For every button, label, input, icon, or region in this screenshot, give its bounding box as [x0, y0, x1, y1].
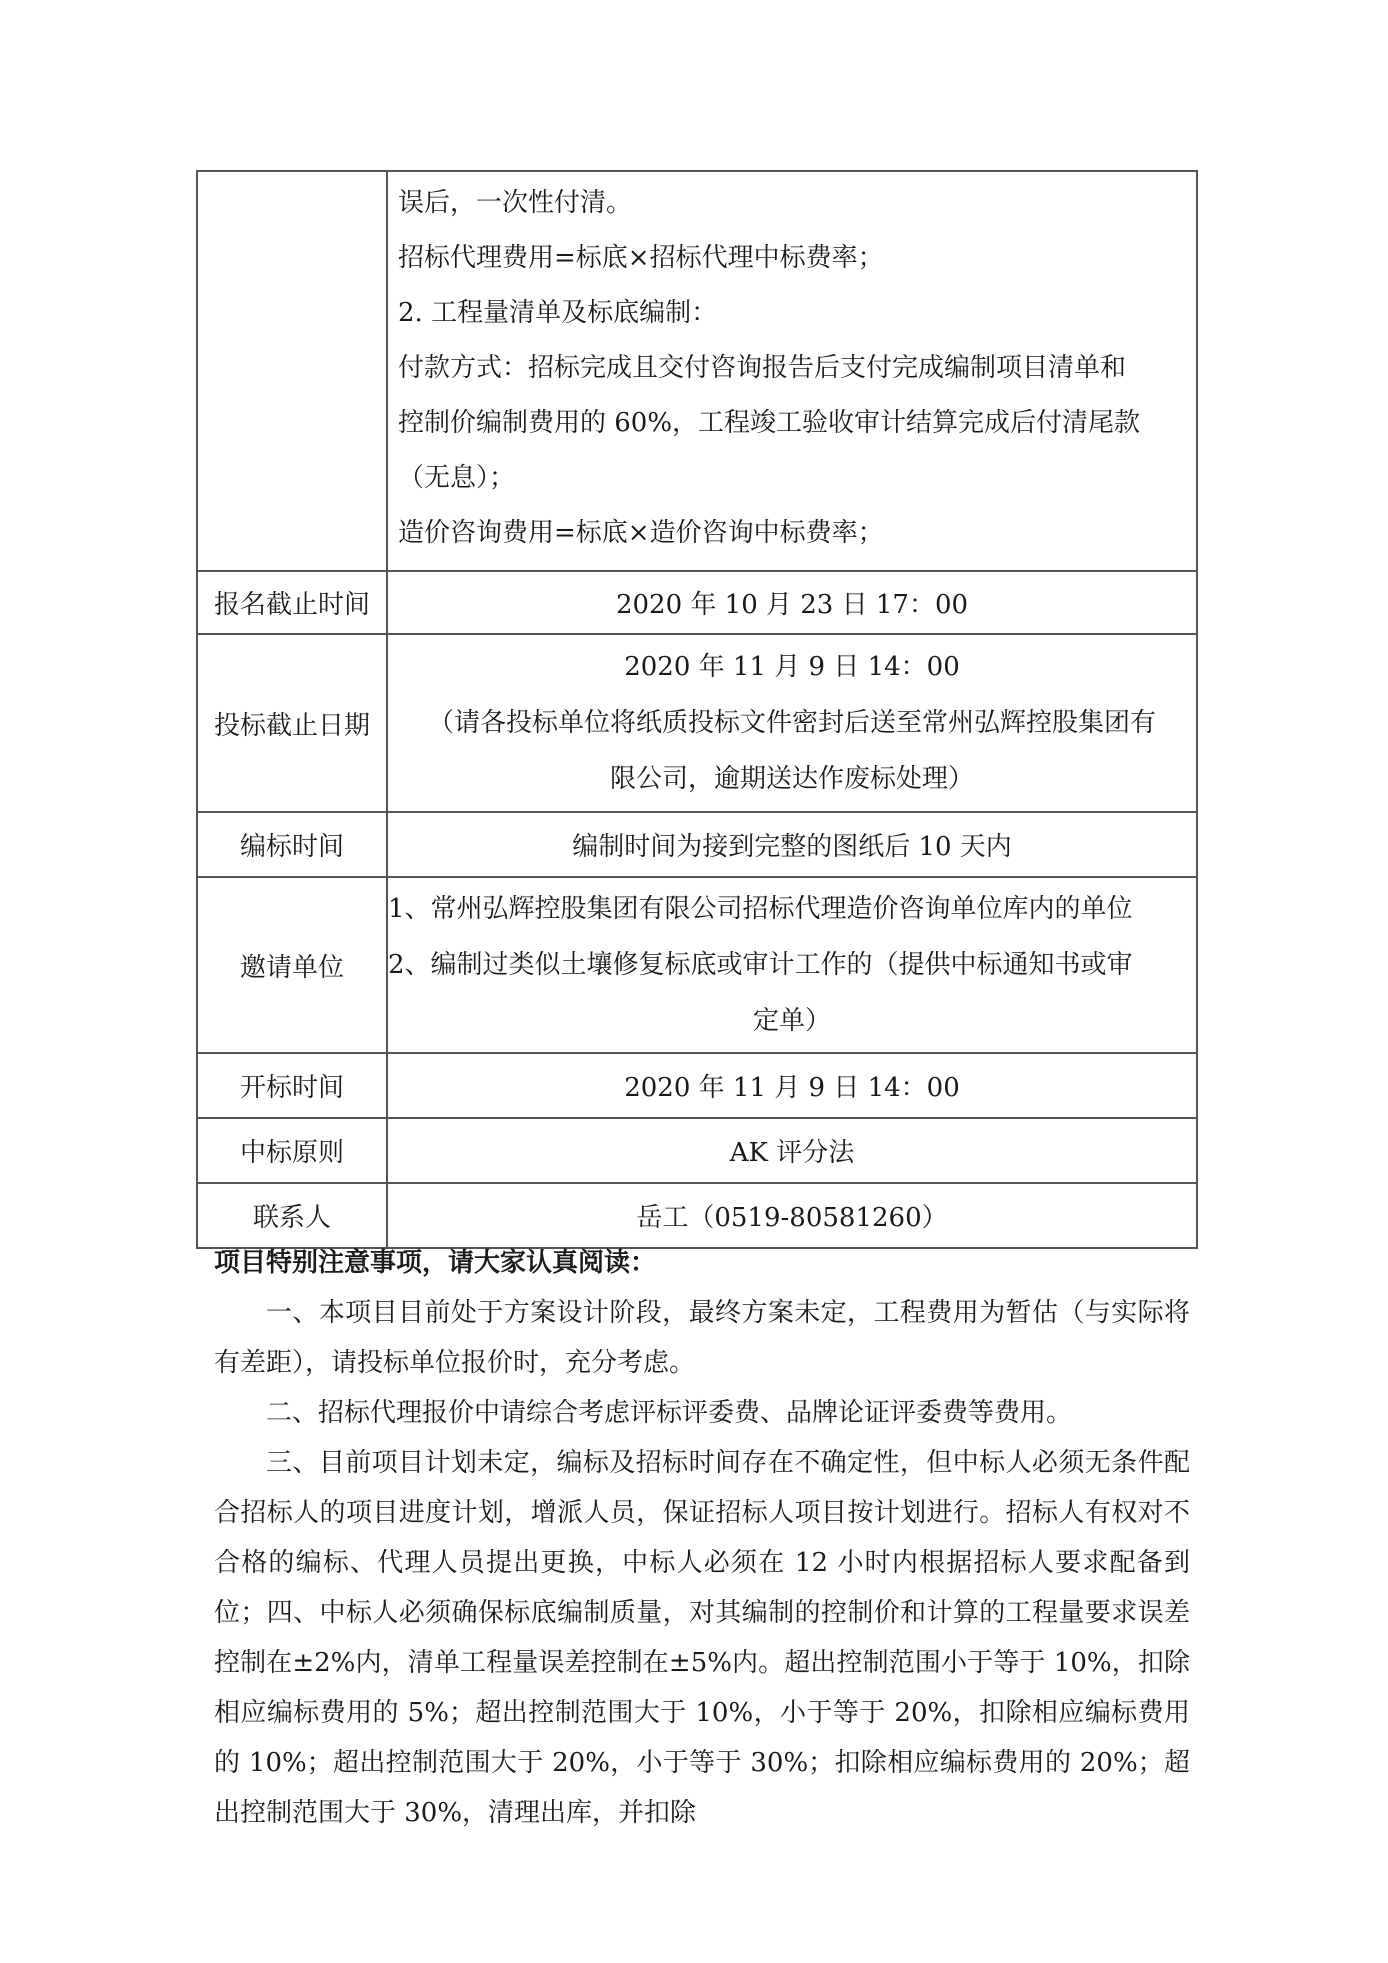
- text-line: 招标代理费用=标底×招标代理中标费率；: [398, 243, 884, 273]
- text-line: 2. 工程量清单及标底编制：: [398, 298, 718, 328]
- text-line: 1、常州弘辉控股集团有限公司招标代理造价咨询单位库内的单位: [388, 894, 1133, 924]
- table-row: [197, 571, 1197, 634]
- compile-time-value: 编制时间为接到完整的图纸后 10 天内: [387, 812, 1197, 877]
- text-line: 定单）: [752, 1006, 831, 1036]
- text-line: （无息）；: [398, 463, 516, 493]
- text-line: 2020 年 11 月 9 日 14：00: [624, 652, 960, 682]
- special-notes-section: [214, 1238, 1190, 1838]
- compile-time-label: 编标时间: [197, 812, 387, 877]
- registration-deadline-label: 报名截止时间: [197, 571, 387, 634]
- opening-time-label: 开标时间: [197, 1053, 387, 1118]
- text-line: 误后，一次性付清。: [398, 188, 633, 218]
- registration-deadline-value: 2020 年 10 月 23 日 17：00: [387, 571, 1197, 634]
- text-line: 付款方式：招标完成且交付咨询报告后支付完成编制项目清单和: [398, 353, 1127, 383]
- table-row: [197, 1118, 1197, 1183]
- payment-terms-cell: [387, 171, 1197, 571]
- text-line: （请各投标单位将纸质投标文件密封后送至常州弘辉控股集团有: [427, 708, 1156, 738]
- text-line: 控制价编制费用的 60%，工程竣工验收审计结算完成后付清尾款: [398, 408, 1141, 438]
- table-row: [197, 877, 1197, 1053]
- table-row: [197, 1053, 1197, 1118]
- notes-paragraph: 一、本项目目前处于方案设计阶段，最终方案未定，工程费用为暂估（与实际将有差距），请投标单位报价时，充分考虑。: [214, 1298, 1190, 1378]
- text-line: 造价咨询费用=标底×造价咨询中标费率；: [398, 518, 884, 548]
- table-row: [197, 634, 1197, 812]
- notes-heading: 项目特别注意事项，请大家认真阅读：: [214, 1248, 657, 1278]
- notes-paragraph: 三、目前项目计划未定，编标及招标时间存在不确定性，但中标人必须无条件配合招标人的项目进度计划，增派人员，保证招标人项目按计划进行。招标人有权对不合格的编标、代理人员提出更换，中标人必须在 12 小时内根据招标人要求配备到位；四、中标人必须确保标底编制质量，对其编制的控制价和计算的工程量要求误差控制在±2%内，清单工程量误差控制在±5%内。超出控制范围小于等于 10%，扣除相应编标费用的 5%；超出控制范围大于 10%，小于等于 20%，扣除相应编标费用的 10%；超出控制范围大于 20%，小于等于 30%；扣除相应编标费用的 20%；超出控制范围大于 30%，清理出库，并扣除: [214, 1448, 1190, 1828]
- contact-label: 联系人: [197, 1183, 387, 1248]
- bid-deadline-label: 投标截止日期: [197, 634, 387, 812]
- invited-units-value: [387, 877, 1197, 1053]
- text-line: 2、编制过类似土壤修复标底或审计工作的（提供中标通知书或审: [388, 950, 1133, 980]
- notes-paragraph: 二、招标代理报价中请综合考虑评标评委费、品牌论证评委费等费用。: [266, 1398, 1073, 1428]
- contact-value: 岳工（0519-80581260）: [387, 1183, 1197, 1248]
- opening-time-value: 2020 年 11 月 9 日 14：00: [387, 1053, 1197, 1118]
- award-principle-value: AK 评分法: [387, 1118, 1197, 1183]
- table-row: [197, 171, 1197, 571]
- empty-label-cell: [197, 171, 387, 571]
- award-principle-label: 中标原则: [197, 1118, 387, 1183]
- tender-info-table: [196, 170, 1198, 1249]
- text-line: 限公司，逾期送达作废标处理）: [609, 764, 974, 794]
- invited-units-label: 邀请单位: [197, 877, 387, 1053]
- bid-deadline-value: [387, 634, 1197, 812]
- table-row: [197, 812, 1197, 877]
